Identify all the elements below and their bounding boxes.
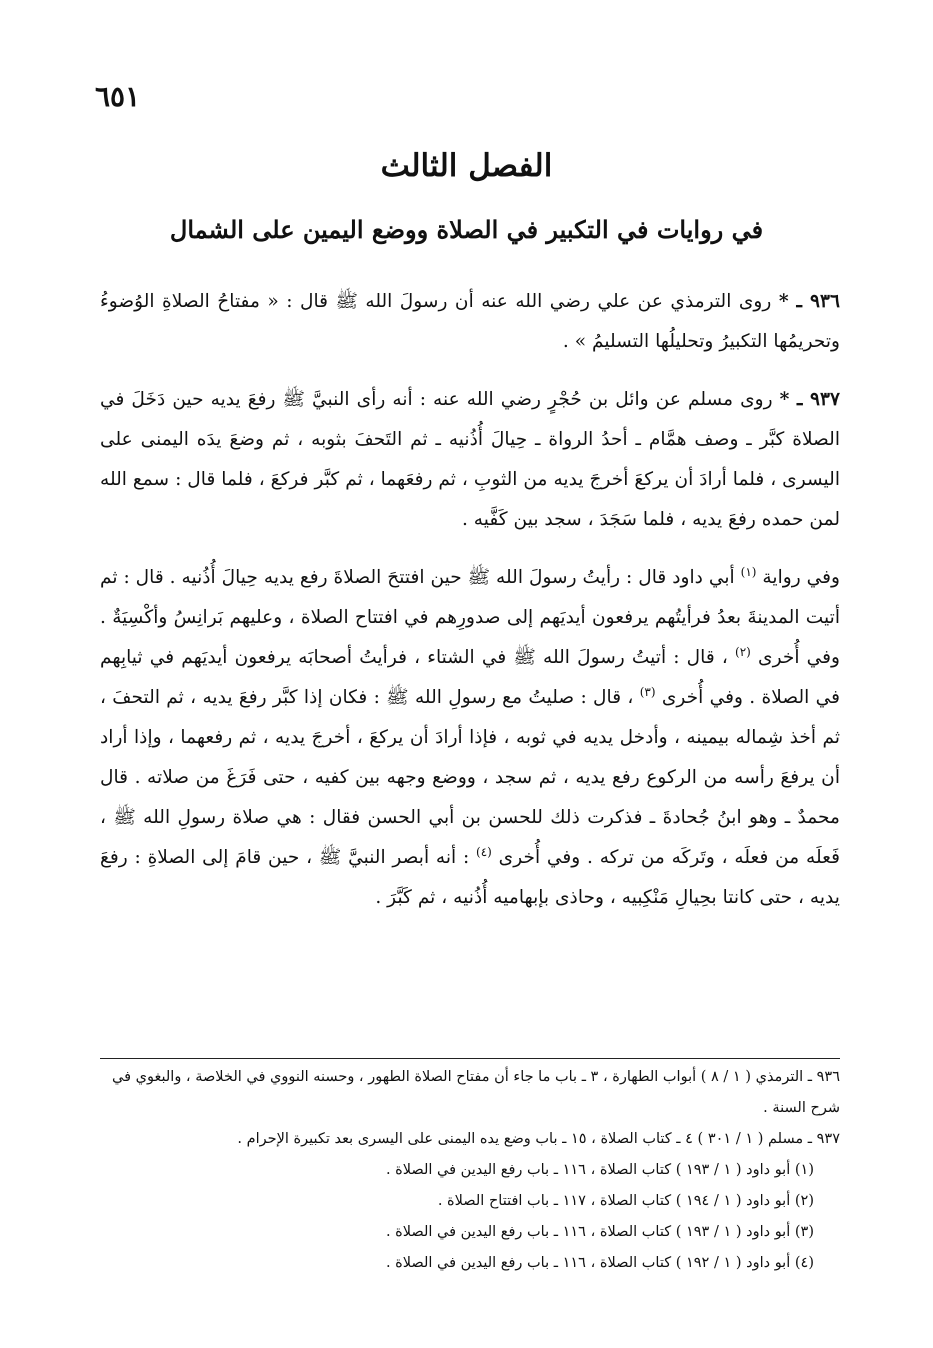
footnote-ref[interactable]: (٢) bbox=[735, 644, 751, 659]
footnote-item: ٩٣٧ ـ مسلم ( ١ / ٣٠١ ) ٤ ـ كتاب الصلاة ، ١٥ ـ باب وضع يده اليمنى على اليسرى بعد تكبيرة الإحرام . bbox=[237, 1131, 840, 1147]
hadith-936 bbox=[100, 282, 840, 362]
footnote-ref[interactable]: (١) bbox=[740, 564, 757, 579]
footnote-ref[interactable]: (٣) bbox=[639, 684, 656, 699]
chapter-title: الفصل الثالث bbox=[380, 148, 553, 184]
page-number: ٦٥١ bbox=[95, 80, 141, 113]
footnote-item: (٢) أبو داود ( ١ / ١٩٤ ) كتاب الصلاة ، ١١٧ ـ باب افتتاح الصلاة . bbox=[437, 1193, 814, 1209]
hadith-number: ٩٣٦ ـ * bbox=[778, 291, 840, 312]
footnotes bbox=[100, 1062, 840, 1279]
footnote-item: ٩٣٦ ـ الترمذي ( ١ / ٨ ) أبواب الطهارة ، ٣ ـ باب ما جاء أن مفتاح الصلاة الطهور ، وحسنه النووي في الخلاصة ، والبغوي في شرح السنة . bbox=[112, 1069, 840, 1116]
narration-text: وفي رواية bbox=[762, 567, 840, 588]
narration-text: ، قال : أتيتُ رسولَ الله ﷺ في الشتاء ، فرأيتُ أصحابَه يرفعون أيديَهم في ثيابِهم في الصلاة . وفي أُخرى bbox=[100, 647, 840, 708]
hadith-937 bbox=[100, 380, 840, 540]
footnote-divider bbox=[100, 1058, 840, 1059]
main-text bbox=[100, 282, 840, 936]
narration-text: : أنه أبصر النبيَّ ﷺ ، حين قامَ إلى الصلاةِ : رفعَ يديه ، حتى كانتا بحِيالِ مَنْكِبيه ، وحاذى بإبهاميه أُذُنيه ، ثم كَبَّرَ . bbox=[100, 847, 840, 908]
footnote-item: (٣) أبو داود ( ١ / ١٩٣ ) كتاب الصلاة ، ١١٦ ـ باب رفع اليدين في الصلاة . bbox=[385, 1224, 814, 1240]
hadith-number: ٩٣٧ ـ * bbox=[779, 389, 840, 410]
footnote-item: (٤) أبو داود ( ١ / ١٩٢ ) كتاب الصلاة ، ١١٦ ـ باب رفع اليدين في الصلاة . bbox=[385, 1255, 814, 1271]
section-title: في روايات في التكبير في الصلاة ووضع اليمين على الشمال bbox=[169, 215, 764, 244]
hadith-937-narrations bbox=[100, 558, 840, 918]
hadith-text: روى الترمذي عن علي رضي الله عنه أن رسولَ الله ﷺ قال : « مفتاحُ الصلاةِ الوُضوءُ وتحريمُها التكبيرُ وتحليلُها التسليمُ » . bbox=[100, 291, 840, 352]
footnote-ref[interactable]: (٤) bbox=[476, 844, 492, 859]
narration-text: ، قال : صليتُ مع رسولِ الله ﷺ : فكان إذا كبَّر رفعَ يديه ، ثم التحفَ ، ثم أخذ شِماله بيمينه ، وأدخل يديه في ثوبه ، فإذا أرادَ أن يركعَ ، أخرجَ يديه ، ثم رفعهما ، وإذا أراد أن يرفعَ رأسه من الركوع رفع يديه ، ثم سجد ، ووضع وجهه بين كفيه ، حتى فَرَغَ من صلاته . قال محمدٌ ـ وهو ابنُ جُحادةَ ـ فذكرت ذلك للحسن بن أبي الحسن فقال : هي صلاة رسولِ الله ﷺ ، فَعلَه من فعلَه ، وتَركَه من تركه . وفي أُخرى bbox=[100, 687, 840, 868]
hadith-text: روى مسلم عن وائل بن حُجْرٍ رضي الله عنه : أنه رأى النبيَّ ﷺ رفعَ يديه حين دَخَلَ في الصلاة كبَّر ـ وصف همَّام ـ أحدُ الرواة ـ حِيالَ أُذُنيه ـ ثم التَحفَ بثوبه ، ثم وضعَ يدَه اليمنى على اليسرى ، فلما أرادَ أن يركعَ أخرجَ يديه من الثوبِ ، ثم رفعَهما ، ثم كبَّر فركعَ ، فلما قال : سمع الله لمن حمده رفعَ يديه ، فلما سَجَدَ ، سجد بين كَفَّيه . bbox=[100, 389, 840, 530]
footnote-item: (١) أبو داود ( ١ / ١٩٣ ) كتاب الصلاة ، ١١٦ ـ باب رفع اليدين في الصلاة . bbox=[385, 1162, 814, 1178]
narration-text: أبي داود قال : رأيتُ رسولَ الله ﷺ حين افتتحَ الصلاةَ رفع يديه حِيالَ أُذُنيه . قال : ثم أتيت المدينةَ بعدُ فرأيتُهم يرفعون أيديَهم إلى صدورِهم في افتتاح الصلاة ، وعليهم بَرانِسُ وأكْسِيَةٌ . وفي أُخرى bbox=[100, 567, 840, 668]
